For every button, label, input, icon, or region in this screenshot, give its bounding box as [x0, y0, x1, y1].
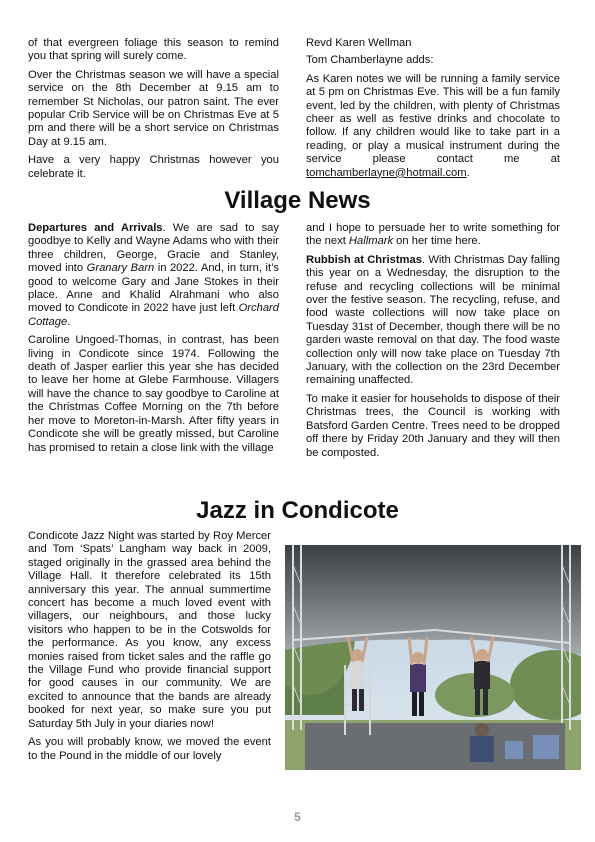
page-number: 5	[294, 810, 301, 824]
jazz-left-column	[28, 530, 271, 768]
paragraph: Caroline Ungoed-Thomas, in contrast, has been living in Condicote since 1974. Following the death of Jasper earlier this year she has decided to leave her home at Glebe Farmhouse. Villagers will have the chance to say goodbye to Caroline at the Christmas Coffee Morning on the 7th before her move to Moreton-in-Marsh. After fifty years in Condicote she will be greatly missed, but Caroline has promised to retain a close link with the village	[28, 334, 279, 454]
village-news-right-column	[306, 222, 560, 465]
paragraph: Have a very happy Christmas however you celebrate it.	[28, 154, 279, 180]
email-link[interactable]: tomchamberlayne@hotmail.com	[306, 166, 467, 179]
top-left-column	[28, 37, 279, 186]
paragraph: Over the Christmas season we will have a special service on the 8th December at 9.15 am to remember St Nicholas, our patron saint. The ever popular Crib Service will be on Christmas Eve at 5 pm and there will be a short service on Christmas Day at 9.15 am.	[28, 68, 279, 148]
paragraph: Condicote Jazz Night was started by Roy Mercer and Tom ‘Spats’ Langham way back in 2009, staged originally in the grassed area behind the Village Hall. It therefore celebrated its 15th anniversary this year. The annual summertime concert has become a much loved event with villagers, our neighbours, and those lucky visitors who happen to be in the Cotswolds for the performance. As you know, any excess monies raised from ticket sales and the raffle go the Village Fund who provide financial support for good causes in our community. We are excited to announce that the bands are already booked for next year, so make sure you put Saturday 5th July in your diaries now!	[28, 530, 271, 730]
adds-line: Tom Chamberlayne adds:	[306, 54, 434, 67]
paragraph-text: As Karen notes we will be running a family service at 5 pm on Christmas Eve. This will be a fun family event, led by the children, with plenty of Christmas cheer as well as festive drinks and chocolate to follow. If any children would like to take part in a reading, or play a musical instrument during the service please contact me at	[306, 72, 560, 166]
signature: Revd Karen Wellman	[306, 37, 412, 49]
paragraph: As you will probably know, we moved the event to the Pound in the middle of our lovely	[28, 736, 271, 762]
subheading: Departures and Arrivals	[28, 222, 163, 234]
paragraph: Departures and Arrivals. We are sad to say goodbye to Kelly and Wayne Adams who with their three children, George, Gracie and Stanley, moved into Granary Barn in 2022. And, in turn, it’s good to welcome Gary and Jane Stokes in their place. Anne and Khalid Alrahmani who also moved to Condicote in 2022 have just left Orchard Cottage.	[28, 222, 279, 328]
top-right-column	[306, 37, 560, 185]
section-heading-jazz: Jazz in Condicote	[196, 497, 399, 524]
stage-photo-illustration	[285, 545, 581, 770]
paragraph: To make it easier for households to dispose of their Christmas trees, the Council is working with Batsford Garden Centre. Trees need to be dropped off there by Friday 20th January and they will then be composted.	[306, 392, 560, 459]
stage-photo	[285, 545, 581, 770]
village-news-left-column	[28, 222, 279, 460]
section-heading-village-news: Village News	[224, 187, 371, 214]
paragraph: and I hope to persuade her to write something for the next Hallmark on her time here.	[306, 222, 560, 248]
paragraph: Rubbish at Christmas. With Christmas Day falling this year on a Wednesday, the disruption to the refuse and recycling collections will be minimal over the festive season. The recycling, refuse, and food waste collections will now take place on Tuesday 31st of December, though there will be no garden waste removal on that day. The food waste collection only will now take place on Tuesday 7th January, with the collection on the 23rd December remaining unaffected.	[306, 253, 560, 387]
paragraph: of that evergreen foliage this season to remind you that spring will surely come.	[28, 37, 279, 63]
paragraph-text: .	[466, 166, 470, 179]
subheading: Rubbish at Christmas	[306, 253, 422, 266]
paragraph	[306, 73, 560, 180]
